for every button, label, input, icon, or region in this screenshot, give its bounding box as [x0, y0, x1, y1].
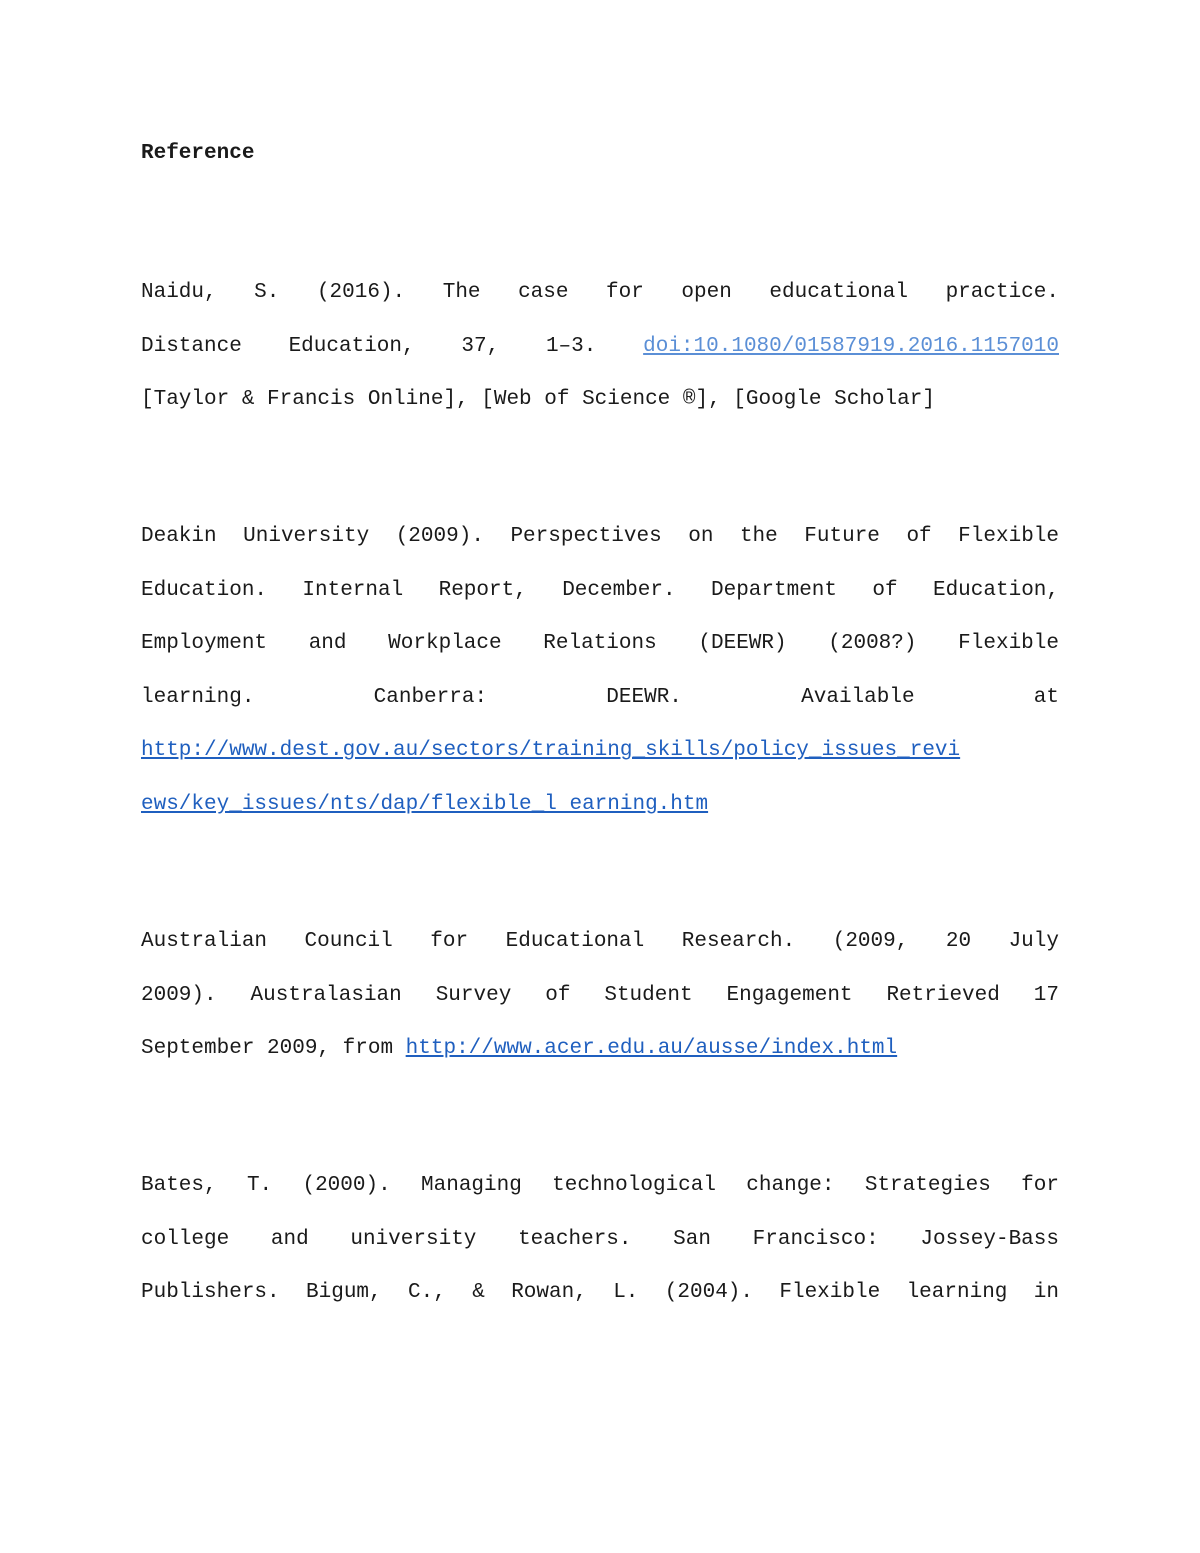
reference-line: [141, 1022, 1059, 1076]
reference-line: 2009). Australasian Survey of Student Engagement Retrieved 17: [141, 983, 1059, 1007]
page-title: Reference: [141, 142, 255, 165]
reference-line: college and university teachers. San Francisco: Jossey-Bass: [141, 1227, 1059, 1251]
reference-line: Naidu, S. (2016). The case for open educational practice.: [141, 281, 1059, 304]
reference-line: Education. Internal Report, December. Department of Education,: [141, 578, 1059, 602]
reference-line: [Taylor & Francis Online], [Web of Science ®], [Google Scholar]: [141, 388, 935, 411]
reference-line: Employment and Workplace Relations (DEEWR) (2008?) Flexible: [141, 632, 1059, 655]
reference-line: Australian Council for Educational Research. (2009, 20 July: [141, 930, 1059, 953]
doi-link[interactable]: doi:10.1080/01587919.2016.1157010: [643, 334, 1059, 358]
acer-link[interactable]: http://www.acer.edu.au/ausse/index.html: [405, 1037, 898, 1060]
reference-line: Publishers. Bigum, C., & Rowan, L. (2004). Flexible learning in: [141, 1281, 1059, 1304]
reference-text: September 2009, from: [141, 1037, 406, 1060]
reference-line: Deakin University (2009). Perspectives on the Future of Flexible: [141, 525, 1059, 548]
reference-acer: [141, 915, 1059, 1076]
dest-link-part-2[interactable]: ews/key_issues/nts/dap/flexible_l earning.htm: [141, 792, 709, 816]
reference-line: Bates, T. (2000). Managing technological change: Strategies for: [141, 1174, 1059, 1197]
reference-line: learning. Canberra: DEEWR. Available at: [141, 685, 1059, 709]
reference-deakin: [141, 510, 1059, 831]
reference-text: Distance Education, 37, 1–3.: [141, 334, 644, 358]
reference-bates: [141, 1159, 1059, 1320]
reference-naidu: [141, 266, 1059, 427]
reference-line: [141, 320, 1059, 374]
dest-link-part-1[interactable]: http://www.dest.gov.au/sectors/training_skills/policy_issues_revi: [141, 739, 961, 762]
